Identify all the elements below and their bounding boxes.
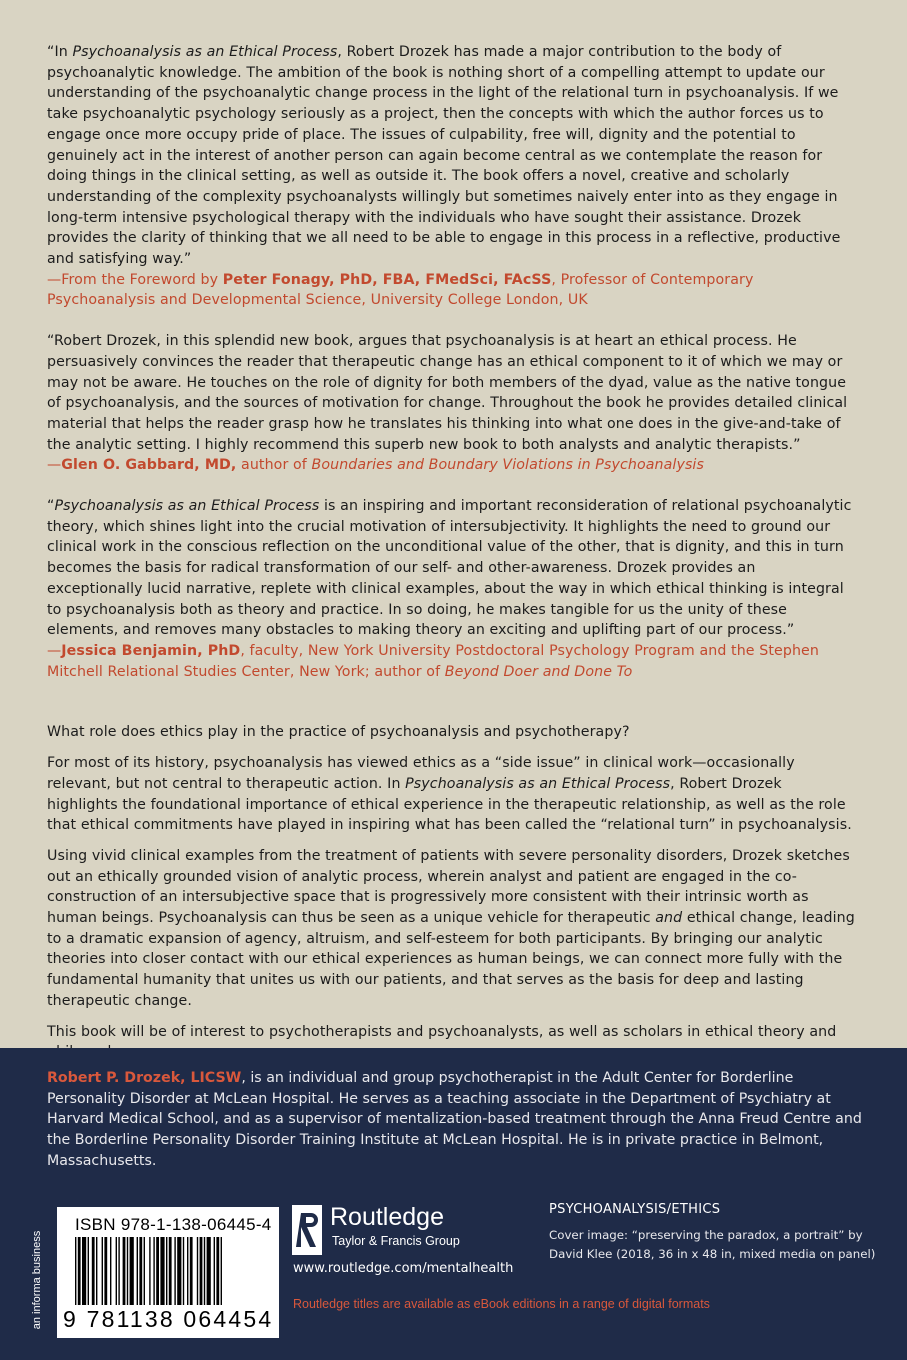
routledge-logo <box>292 1201 492 1257</box>
description-paragraph-3: This book will be of interest to psychotherapists and psychoanalysts, as well as scholars in ethical theory and <box>47 1023 837 1040</box>
author-name: Robert P. Drozek, LICSW <box>47 1070 242 1086</box>
book-description <box>47 722 855 1063</box>
endorsement-gabbard-quote: “Robert Drozek, in this splendid new book, argues that psychoanalysis is at heart an ethical process. He persuasively convinces the reader that therapeutic change has an ethical component to it of which we may or may not be aware. He touches on the role of dignity for both members of the dyad, value as the native tongue of psychoanalysis, and the sources of motivation for change. Throughout the book he provides detailed clinical material that helps the reader grasp how he translates his thinking into what one does in the give-and-take of the analytic setting. I highly recommend this superb new book to both analysts and analytic therapists.” <box>47 333 848 453</box>
cover-credit: Cover image: “preserving the paradox, a portrait” by David Klee (2018, 36 in x 48 in, mixed media on panel) <box>549 1228 876 1261</box>
description-paragraph-2: Using vivid clinical examples from the treatment of patients with severe personality disorders, Drozek sketches out an ethically grounded vision of analytic process, wherein analyst and patient are engaged in the co-construction of an intersubjective space that is progressively more consistent with their intrinsic worth as human beings. Psychoanalysis can thus be seen as a unique vehicle for therapeutic and ethical change, leading to a dramatic expansion of agency, altruism, and self-esteem for both participants. By bringing our analytic theories into closer contact with our ethical experiences as human beings, we can connect more fully with the fundamental humanity that unites us with our patients, and that serves as the basis for deep and lasting therapeutic change. <box>47 847 855 1009</box>
description-paragraph-1: For most of its history, psychoanalysis has viewed ethics as a “side issue” in clinical work—occasionally relevant, but not central to therapeutic action. In Psychoanalysis as an Ethical Process, Robert Drozek highlights the foundational importance of ethical experience in the therapeutic relationship, as well as the role that ethical commitments have played in inspiring what has been called the “relational turn” in psychoanalysis. <box>47 755 852 834</box>
informa-label: an informa business <box>31 1230 43 1330</box>
barcode-digits: 9 781138 064454 <box>63 1306 274 1332</box>
author-bio: Robert P. Drozek, LICSW, is an individual and group psychotherapist in the Adult Center for Borderline Personality Disorder at McLean Hospital. He serves as a teaching associate in the Department of Psychiatry at Harvard Medical School, and as a supervisor of mentalization-based treatment through the Anna Freud Centre and the Borderline Personality Disorder Training Institute at McLean Hospital. He is in private practice in Belmont, Massachusetts. <box>47 1070 862 1169</box>
description-question: What role does ethics play in the practice of psychoanalysis and psychotherapy? <box>47 724 630 741</box>
isbn-number: ISBN 978-1-138-06445-4 <box>75 1215 272 1234</box>
endorsement-gabbard-attribution: —Glen O. Gabbard, MD, author of Boundaries and Boundary Violations in Psychoanalysis <box>47 457 704 474</box>
ebook-note: Routledge titles are available as eBook editions in a range of digital formats <box>293 1297 710 1311</box>
endorsement-fonagy-attribution: —From the Foreword by Peter Fonagy, PhD, FBA, FMedSci, FAcSS, Professor of Contemporary Psychoanalysis and Developmental Science, University College London, UK <box>47 271 754 309</box>
routledge-mark-icon <box>292 1205 324 1255</box>
publisher-website[interactable]: www.routledge.com/mentalhealth <box>293 1261 514 1276</box>
isbn-barcode <box>57 1207 279 1338</box>
subject-category: PSYCHOANALYSIS/ETHICS <box>549 1202 721 1217</box>
publisher-name: Routledge <box>330 1203 444 1231</box>
endorsement-fonagy-quote: “In Psychoanalysis as an Ethical Process, Robert Drozek has made a major contribution to the body of psychoanalytic knowledge. The ambition of the book is nothing short of a compelling attempt to update our understanding of the psychoanalytic change process in the light of the relational turn in psychoanalysis. If we take psychoanalytic psychology seriously as a project, then the concepts with which the author forces us to engage once more occupy pride of place. The issues of culpability, free will, dignity and the potential to genuinely act in the interest of another person can again become central as we contemplate the reason for doing things in the clinical setting, as well as outside it. The book offers a novel, creative and scholarly understanding of the complexity psychoanalysts willingly but sometimes naively enter into as they engage in long-term intensive psychological therapy with the individuals who have sought their assistance. Drozek provides the clarity of thinking that we all need to be able to engage in this process in a reflective, productive and satisfying way.” <box>47 44 841 268</box>
publisher-group: Taylor & Francis Group <box>332 1234 460 1248</box>
endorsement-benjamin-quote: “Psychoanalysis as an Ethical Process is an inspiring and important reconsideration of relational psychoanalytic theory, which shines light into the crucial motivation of intersubjectivity. It highlights the need to ground our clinical work in the conscious reflection on the unconditional value of the other, that is dignity, and this in turn becomes the basis for radical transformation of our self- and other-awareness. Drozek provides an exceptionally lucid narrative, replete with clinical examples, about the way in which ethical thinking is integral to psychoanalysis both as theory and practice. In so doing, he makes tangible for us the unity of these elements, and removes many obstacles to making theory an exciting and uplifting part of our process.” <box>47 498 852 639</box>
endorsements-section <box>47 42 855 1073</box>
endorsement-benjamin-attribution: —Jessica Benjamin, PhD, faculty, New York University Postdoctoral Psychology Program and the Stephen Mitchell Relational Studies Center, New York; author of Beyond Doer and Done To <box>47 642 819 680</box>
author-panel <box>0 1048 907 1360</box>
